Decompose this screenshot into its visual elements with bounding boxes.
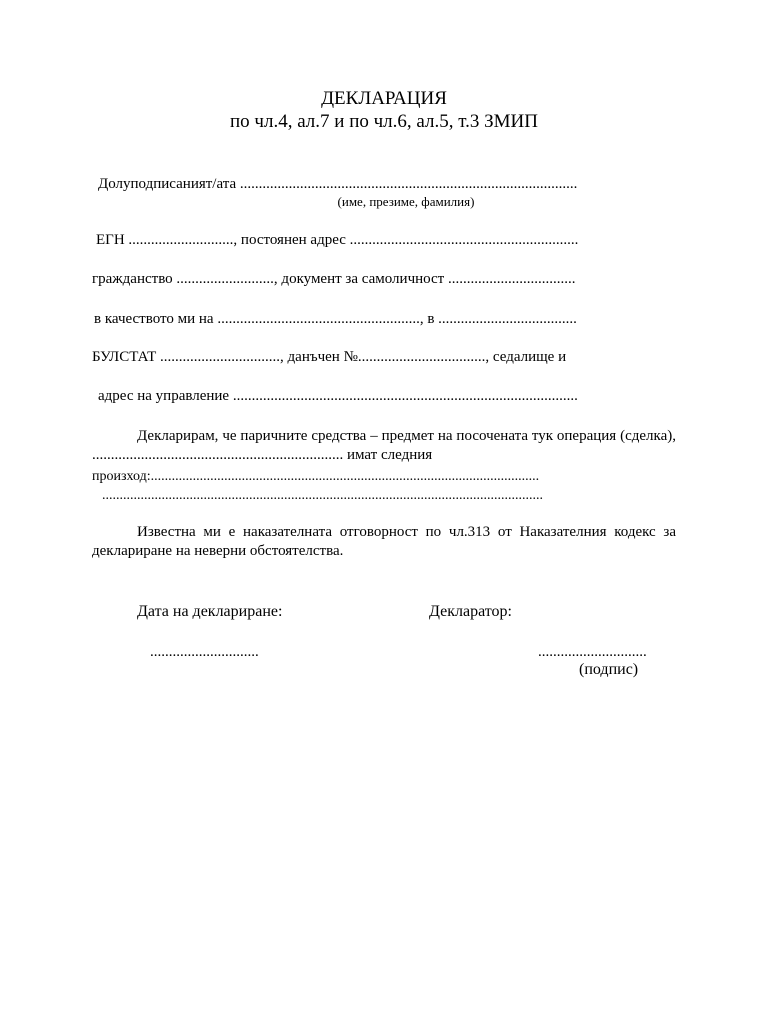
origin-line: произход:...............................................................................................................	[92, 469, 540, 484]
date-label: Дата на деклариране:	[137, 603, 283, 620]
liability-paragraph: Известна ми е наказателната отговорност по чл.313 от Наказателния кодекс за деклариране на неверни обстоятелства.	[92, 524, 676, 559]
egn-address-line: ЕГН ............................, постоянен адрес .............................................................	[96, 232, 579, 248]
management-address-line: адрес на управление ............................................................................................	[98, 388, 578, 404]
name-hint: (име, презиме, фамилия)	[337, 194, 475, 209]
origin-continuation-line: ..............................................................................................................................	[102, 488, 543, 503]
bulstat-tax-line: БУЛСТАТ ................................, данъчен №.................................., седалище и	[92, 349, 567, 365]
signature-field: .............................	[538, 644, 647, 660]
citizenship-document-line: гражданство .........................., документ за самоличност ..................................	[92, 271, 576, 287]
name-line: Долуподписаният/ата ..........................................................................................	[98, 176, 578, 192]
capacity-line: в качеството ми на ......................................................, в .....................................	[94, 311, 577, 327]
document-title: ДЕКЛАРАЦИЯ	[321, 88, 447, 109]
declarant-label: Декларатор:	[429, 603, 512, 620]
date-field: .............................	[150, 644, 259, 660]
declare-paragraph: Декларирам, че паричните средства – предмет на посочената тук операция (сделка), ................................................................... имат следния	[92, 428, 676, 463]
signature-hint: (подпис)	[579, 661, 639, 678]
document-subtitle: по чл.4, ал.7 и по чл.6, ал.5, т.3 ЗМИП	[230, 111, 538, 132]
